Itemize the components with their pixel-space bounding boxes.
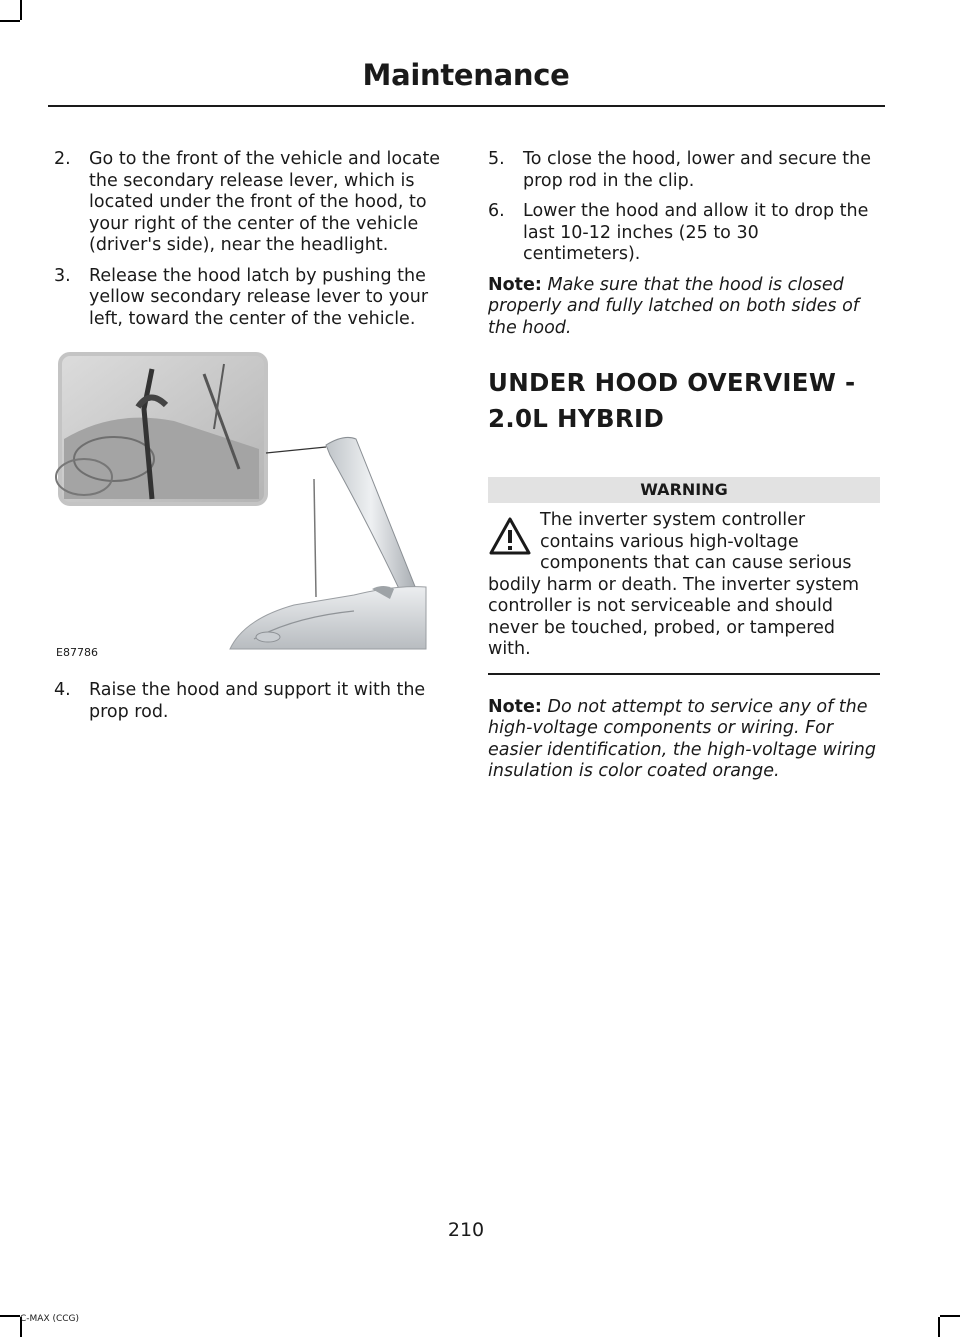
step-text: Go to the front of the vehicle and locate the secondary release lever, which is located under the front of the hood, to your right of the center of the vehicle (driver's side), near the headlight. — [89, 149, 441, 255]
warning-box — [488, 477, 880, 675]
step-number: 2. — [54, 149, 71, 169]
note — [488, 697, 880, 783]
step-text: Lower the hood and allow it to drop the last 10-12 inches (25 to 30 centimeters). — [523, 201, 869, 264]
step-text: Raise the hood and support it with the prop rod. — [89, 680, 426, 722]
hood-release-illustration — [54, 349, 450, 665]
left-column — [54, 149, 450, 732]
warning-triangle-icon — [488, 516, 532, 556]
figure-id: E87786 — [56, 645, 98, 659]
section-heading-line: UNDER HOOD OVERVIEW - — [488, 368, 856, 397]
page-title: Maintenance — [362, 58, 570, 92]
warning-text: The inverter system controller contains various high-voltage components that can cause serious bodily harm or death. The inverter system controller is not serviceable and should never be touched, probed, or tampered with. — [488, 510, 860, 659]
crop-mark — [20, 0, 22, 20]
right-column — [488, 149, 880, 783]
warning-body — [488, 510, 880, 675]
step-text: To close the hood, lower and secure the prop rod in the clip. — [523, 149, 871, 191]
hood-illustration-graphic — [54, 349, 450, 665]
warning-title: WARNING — [488, 477, 880, 503]
header-rule — [48, 105, 885, 107]
step-number: 3. — [54, 265, 71, 286]
crop-mark — [0, 1315, 20, 1317]
step-number: 6. — [488, 201, 505, 221]
section-heading-line: 2.0L HYBRID — [488, 404, 665, 433]
list-item — [54, 680, 450, 723]
step-text: Release the hood latch by pushing the yellow secondary release lever to your left, toward the center of the vehicle. — [89, 265, 429, 329]
note-text: Do not attempt to service any of the high-voltage components or wiring. For easier identification, the high-voltage wiring insulation is color coated orange. — [488, 696, 876, 781]
crop-mark — [938, 1317, 940, 1337]
footer-model: C-MAX (CCG) — [20, 1314, 80, 1324]
list-item — [488, 149, 880, 192]
page-number: 210 — [447, 1219, 485, 1241]
note-text: Make sure that the hood is closed properly and fully latched on both sides of the hood. — [488, 274, 859, 338]
note-label: Note: — [488, 274, 542, 295]
note-label: Note: — [488, 696, 542, 717]
list-item — [488, 201, 880, 266]
note — [488, 275, 880, 340]
crop-mark — [0, 20, 20, 22]
step-number: 4. — [54, 680, 71, 700]
list-item — [54, 149, 450, 257]
section-heading — [488, 365, 880, 437]
crop-mark — [940, 1315, 960, 1317]
list-item — [54, 266, 450, 331]
step-number: 5. — [488, 149, 505, 169]
